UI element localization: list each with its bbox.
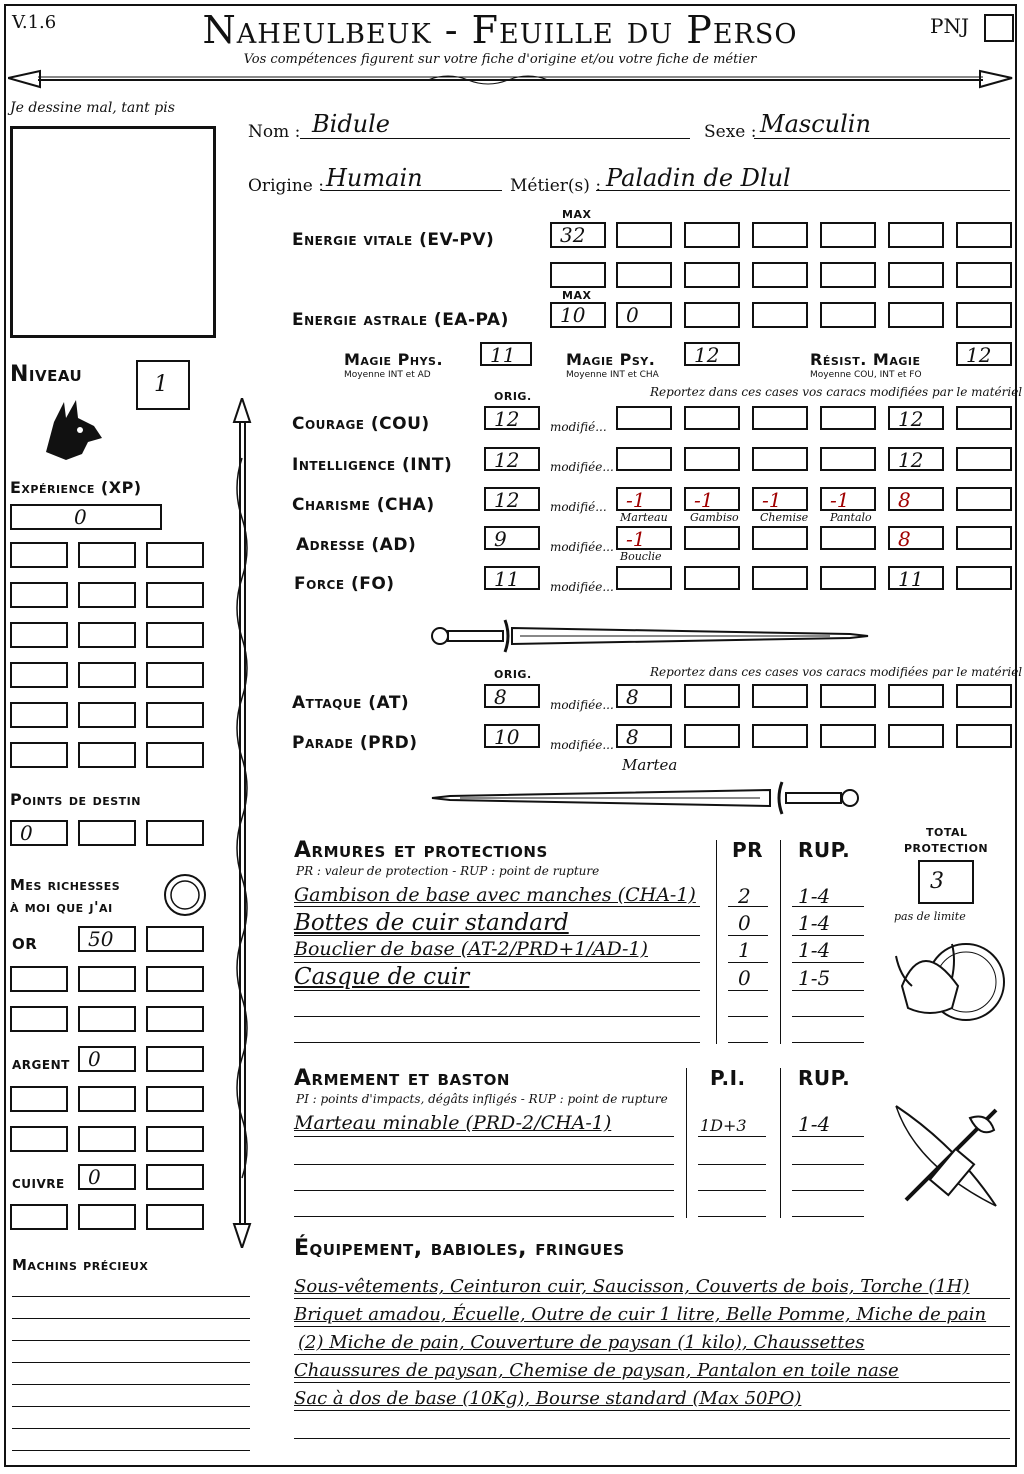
parade-note: Martea — [622, 756, 678, 774]
stat-mod-box[interactable] — [820, 406, 876, 430]
or-label: OR — [12, 935, 38, 953]
xp-box[interactable] — [146, 702, 204, 728]
armor-item-pr[interactable]: 2 — [738, 884, 751, 908]
or-box[interactable] — [146, 966, 204, 992]
ea-label: Energie astrale (EA-PA) — [292, 310, 509, 330]
stat-mod-box[interactable] — [956, 406, 1012, 430]
stat-label: Intelligence (INT) — [292, 455, 453, 475]
ev-max-label: MAX — [562, 208, 592, 221]
row-line — [294, 1410, 1010, 1411]
coin-icon — [162, 872, 208, 918]
row-line — [728, 935, 768, 936]
pnj-label: PNJ — [930, 14, 969, 38]
xp-box[interactable] — [78, 582, 136, 608]
weapon-item-pi[interactable]: 1D+3 — [700, 1116, 747, 1135]
spear-divider-icon — [8, 68, 1013, 92]
ev-box[interactable] — [752, 222, 808, 248]
magie-phys-box[interactable]: 11 — [480, 342, 532, 366]
ea-box[interactable] — [888, 302, 944, 328]
richesses-label: Mes richesses — [10, 876, 121, 894]
metier-value[interactable]: Paladin de Dlul — [606, 164, 791, 192]
page-title: Naheulbeuk - Feuille du Perso — [202, 8, 798, 52]
attaque-mod-box[interactable] — [956, 684, 1012, 708]
portrait-caption: Je dessine mal, tant pis — [10, 100, 175, 116]
stat-mod-box[interactable]: -1 — [684, 487, 740, 511]
row-line — [728, 1016, 768, 1017]
ev-box[interactable] — [616, 262, 672, 288]
combat-orig-label: ORIG. — [494, 668, 532, 681]
magie-psy-sub: Moyenne INT et CHA — [566, 370, 659, 380]
portrait-box[interactable] — [10, 126, 216, 338]
destin-label: Points de destin — [10, 790, 141, 809]
cha-note: Marteau — [620, 511, 668, 524]
stat-label: Adresse (AD) — [296, 535, 417, 555]
precieux-line[interactable] — [12, 1450, 250, 1451]
stat-mod-box[interactable]: 12 — [888, 406, 944, 430]
row-line — [728, 990, 768, 991]
row-line — [792, 1164, 864, 1165]
stat-mod-box[interactable]: -1 — [616, 526, 672, 550]
xp-box[interactable] — [10, 622, 68, 648]
magie-phys-label: Magie Phys. — [344, 350, 444, 369]
argent-box[interactable] — [78, 1086, 136, 1112]
or-box[interactable]: 50 — [78, 926, 136, 952]
xp-box[interactable] — [10, 742, 68, 768]
cuivre-box[interactable] — [10, 1204, 68, 1230]
origine-value[interactable]: Humain — [326, 164, 423, 192]
sword-icon — [430, 616, 870, 656]
ev-label: Energie vitale (EV-PV) — [292, 230, 495, 250]
attaque-mod-box[interactable] — [820, 684, 876, 708]
argent-label: ARGENT — [12, 1058, 70, 1072]
xp-box[interactable] — [146, 582, 204, 608]
parade-mod-box[interactable]: 8 — [616, 724, 672, 748]
dragon-head-icon — [36, 392, 106, 464]
cha-note: Gambiso — [690, 511, 739, 524]
xp-box[interactable] — [146, 662, 204, 688]
xp-box[interactable] — [78, 622, 136, 648]
precieux-line[interactable] — [12, 1296, 250, 1297]
precieux-line[interactable] — [12, 1318, 250, 1319]
parade-mod-box[interactable] — [820, 724, 876, 748]
ea-box[interactable] — [820, 302, 876, 328]
ev-box[interactable] — [820, 222, 876, 248]
ev-box[interactable] — [550, 262, 606, 288]
parade-mod-box[interactable] — [684, 724, 740, 748]
xp-box[interactable] — [146, 622, 204, 648]
precieux-label: Machins précieux — [12, 1256, 149, 1274]
row-line — [792, 1216, 864, 1217]
resist-magie-box[interactable]: 12 — [956, 342, 1012, 366]
row-line — [792, 906, 864, 907]
stat-mod-box[interactable] — [684, 566, 740, 590]
ev-box[interactable] — [820, 262, 876, 288]
resist-magie-label: Résist. Magie — [810, 350, 921, 369]
stat-mod-label: modifiée... — [550, 580, 614, 594]
stats-orig-label: ORIG. — [494, 390, 532, 403]
attaque-mod-box[interactable] — [684, 684, 740, 708]
ev-box[interactable] — [888, 262, 944, 288]
equipment-title: Équipement, babioles, fringues — [294, 1236, 625, 1261]
row-line — [698, 1190, 766, 1191]
crossed-weapons-icon — [886, 1096, 1010, 1220]
sexe-label: Sexe : — [704, 122, 757, 142]
nom-value[interactable]: Bidule — [312, 110, 391, 138]
row-line — [792, 962, 864, 963]
armor-item-pr[interactable]: 0 — [738, 911, 751, 935]
row-line — [698, 1136, 766, 1137]
row-line — [792, 1042, 864, 1043]
stat-mod-label: modifiée... — [550, 460, 614, 474]
equipment-line[interactable]: Chaussures de paysan, Chemise de paysan, Pantalon en toile nase — [294, 1360, 899, 1381]
ea-current-box[interactable]: 0 — [616, 302, 672, 328]
destin-box[interactable]: 0 — [10, 820, 68, 846]
or-box[interactable] — [78, 1006, 136, 1032]
stat-orig-box[interactable]: 12 — [484, 447, 540, 471]
or-box[interactable] — [10, 966, 68, 992]
no-limit-note: pas de limite — [894, 910, 966, 923]
argent-box[interactable]: 0 — [78, 1046, 136, 1072]
row-line — [294, 1298, 1010, 1299]
row-line — [294, 1164, 674, 1165]
equipment-line[interactable]: Sous-vêtements, Ceinturon cuir, Saucisson, Couverts de bois, Torche (1H) — [294, 1276, 970, 1297]
sword-icon — [430, 778, 870, 818]
xp-box[interactable] — [78, 662, 136, 688]
ev-max-box[interactable]: 32 — [550, 222, 606, 248]
row-line — [294, 935, 700, 936]
attaque-orig-box[interactable]: 8 — [484, 684, 540, 708]
nom-label: Nom : — [248, 122, 301, 142]
row-line — [792, 935, 864, 936]
row-line — [728, 1042, 768, 1043]
cha-note: Chemise — [760, 511, 809, 524]
row-line — [294, 1016, 700, 1017]
argent-box[interactable] — [10, 1086, 68, 1112]
xp-box[interactable] — [10, 582, 68, 608]
ea-max-label: MAX — [562, 289, 592, 302]
ev-box[interactable] — [888, 222, 944, 248]
stat-mod-box[interactable] — [820, 447, 876, 471]
precieux-line[interactable] — [12, 1406, 250, 1407]
cuivre-label: CUIVRE — [12, 1177, 65, 1191]
row-line — [294, 1136, 674, 1137]
equipment-line[interactable]: Briquet amadou, Écuelle, Outre de cuir 1 litre, Belle Pomme, Miche de pain — [294, 1304, 987, 1325]
argent-box[interactable] — [146, 1126, 204, 1152]
stat-mod-box[interactable] — [752, 526, 808, 550]
parade-mod-box[interactable] — [752, 724, 808, 748]
niveau-label: Niveau — [10, 362, 83, 387]
nom-line — [300, 138, 690, 139]
sexe-value[interactable]: Masculin — [760, 110, 871, 138]
stat-mod-label: modifiée... — [550, 540, 614, 554]
weapons-rup-label: RUP. — [798, 1066, 851, 1090]
row-line — [792, 1136, 864, 1137]
or-box[interactable] — [146, 1006, 204, 1032]
weapons-sub: PI : points d'impacts, dégâts infligés - RUP : point de rupture — [296, 1092, 668, 1106]
stat-mod-label: modifié... — [550, 500, 607, 514]
page-subtitle: Vos compétences figurent sur votre fiche d'origine et/ou votre fiche de métier — [243, 52, 757, 67]
ev-box[interactable] — [956, 262, 1012, 288]
weapons-pi-label: P.I. — [710, 1066, 746, 1090]
attaque-mod-box[interactable]: 8 — [616, 684, 672, 708]
stat-mod-box[interactable] — [956, 526, 1012, 550]
combat-report-note: Reportez dans ces cases vos caracs modifiées par le matériel — [650, 665, 1023, 679]
row-line — [294, 962, 700, 963]
destin-box[interactable] — [146, 820, 204, 846]
xp-box[interactable] — [10, 662, 68, 688]
armor-divider — [716, 840, 717, 1044]
stat-mod-box[interactable] — [616, 447, 672, 471]
xp-box[interactable] — [146, 742, 204, 768]
total-label: PROTECTION — [904, 842, 989, 855]
ea-box[interactable] — [956, 302, 1012, 328]
magie-psy-box[interactable]: 12 — [684, 342, 740, 366]
stat-mod-box[interactable]: 12 — [888, 447, 944, 471]
precieux-line[interactable] — [12, 1362, 250, 1363]
row-line — [294, 906, 700, 907]
stat-orig-box[interactable]: 9 — [484, 526, 540, 550]
xp-box[interactable] — [78, 542, 136, 568]
armor-item-name[interactable]: Casque de cuir — [294, 964, 470, 990]
precieux-line[interactable] — [12, 1384, 250, 1385]
destin-box[interactable] — [78, 820, 136, 846]
stat-mod-box[interactable] — [956, 447, 1012, 471]
precieux-line[interactable] — [12, 1340, 250, 1341]
row-line — [294, 1354, 1010, 1355]
armor-item-name[interactable]: Bouclier de base (AT-2/PRD+1/AD-1) — [294, 938, 648, 960]
richesses-label: à moi que j'ai — [10, 898, 113, 916]
ev-box[interactable] — [956, 222, 1012, 248]
armor-item-name[interactable]: Gambison de base avec manches (CHA-1) — [294, 884, 696, 906]
stat-mod-box[interactable] — [752, 406, 808, 430]
attaque-label: Attaque (AT) — [292, 693, 410, 713]
weapon-item-rup[interactable]: 1-4 — [798, 1112, 831, 1136]
row-line — [728, 906, 768, 907]
total-label: TOTAL — [926, 826, 968, 839]
or-box[interactable] — [10, 1006, 68, 1032]
metier-label: Métier(s) : — [510, 176, 602, 196]
parade-mod-label: modifiée... — [550, 738, 614, 752]
ev-box[interactable] — [684, 222, 740, 248]
ea-max-box[interactable]: 10 — [550, 302, 606, 328]
armor-divider — [780, 840, 781, 1044]
armor-item-rup[interactable]: 1-5 — [798, 966, 831, 990]
stat-label: Force (FO) — [294, 574, 395, 594]
weapon-item-name[interactable]: Marteau minable (PRD-2/CHA-1) — [294, 1112, 612, 1134]
row-line — [294, 1042, 700, 1043]
sexe-line — [754, 138, 1010, 139]
total-protection-box[interactable]: 3 — [918, 860, 974, 904]
xp-box[interactable]: 0 — [10, 504, 162, 530]
parade-mod-box[interactable] — [956, 724, 1012, 748]
xp-box[interactable] — [10, 702, 68, 728]
stat-mod-box[interactable] — [616, 566, 672, 590]
parade-label: Parade (PRD) — [292, 733, 418, 753]
stat-mod-box[interactable]: 11 — [888, 566, 944, 590]
equipment-line[interactable]: Sac à dos de base (10Kg), Bourse standard (Max 50PO) — [294, 1388, 802, 1409]
ad-note: Bouclie — [620, 550, 662, 563]
or-box[interactable] — [78, 966, 136, 992]
row-line — [294, 1190, 674, 1191]
precieux-line[interactable] — [12, 1428, 250, 1429]
stat-mod-box[interactable] — [820, 526, 876, 550]
argent-box[interactable] — [10, 1126, 68, 1152]
stat-mod-box[interactable]: 8 — [888, 526, 944, 550]
equipment-line[interactable]: (2) Miche de pain, Couverture de paysan (1 kilo), Chaussettes — [298, 1332, 865, 1353]
stat-mod-label: modifié... — [550, 420, 607, 434]
row-line — [792, 1190, 864, 1191]
armor-item-rup[interactable]: 1-4 — [798, 938, 831, 962]
spear-vertical-icon — [228, 398, 256, 1248]
armor-rup-label: RUP. — [798, 838, 851, 862]
cuivre-box[interactable]: 0 — [78, 1164, 136, 1190]
argent-box[interactable] — [78, 1126, 136, 1152]
xp-box[interactable] — [78, 702, 136, 728]
stat-mod-box[interactable] — [616, 406, 672, 430]
xp-label: Expérience (XP) — [10, 478, 142, 497]
argent-box[interactable] — [146, 1046, 204, 1072]
or-box[interactable] — [146, 926, 204, 952]
armor-sub: PR : valeur de protection - RUP : point de rupture — [296, 864, 600, 878]
parade-orig-box[interactable]: 10 — [484, 724, 540, 748]
xp-box[interactable] — [10, 542, 68, 568]
niveau-box[interactable]: 1 — [136, 360, 190, 410]
stat-mod-box[interactable] — [820, 566, 876, 590]
xp-box[interactable] — [146, 542, 204, 568]
argent-box[interactable] — [146, 1086, 204, 1112]
row-line — [698, 1216, 766, 1217]
cuivre-box[interactable] — [146, 1204, 204, 1230]
stat-label: Courage (COU) — [292, 414, 430, 434]
weapons-title: Armement et baston — [294, 1066, 510, 1091]
attaque-mod-label: modifiée... — [550, 698, 614, 712]
row-line — [792, 990, 864, 991]
armor-item-pr[interactable]: 1 — [738, 938, 751, 962]
stats-report-note: Reportez dans ces cases vos caracs modifiées par le matériel — [650, 385, 1023, 399]
row-line — [792, 1016, 864, 1017]
pnj-checkbox[interactable] — [984, 14, 1014, 42]
stat-mod-box[interactable]: 8 — [888, 487, 944, 511]
stat-mod-box[interactable]: -1 — [820, 487, 876, 511]
armor-pr-label: PR — [732, 838, 764, 862]
resist-magie-sub: Moyenne COU, INT et FO — [810, 370, 922, 380]
weapons-divider — [686, 1068, 687, 1218]
cuivre-box[interactable] — [146, 1164, 204, 1190]
ea-box[interactable] — [752, 302, 808, 328]
ev-box[interactable] — [616, 222, 672, 248]
armor-item-rup[interactable]: 1-4 — [798, 911, 831, 935]
armor-item-rup[interactable]: 1-4 — [798, 884, 831, 908]
armor-item-name[interactable]: Bottes de cuir standard — [294, 910, 569, 936]
xp-box[interactable] — [78, 742, 136, 768]
ea-box[interactable] — [684, 302, 740, 328]
weapons-divider — [780, 1068, 781, 1218]
stat-orig-box[interactable]: 11 — [484, 566, 540, 590]
stat-mod-box[interactable] — [684, 447, 740, 471]
stat-mod-box[interactable] — [684, 406, 740, 430]
attaque-mod-box[interactable] — [888, 684, 944, 708]
stat-mod-box[interactable] — [752, 566, 808, 590]
stat-mod-box[interactable] — [752, 447, 808, 471]
ev-box[interactable] — [752, 262, 808, 288]
armor-title: Armures et protections — [294, 838, 548, 863]
magie-phys-sub: Moyenne INT et AD — [344, 370, 431, 380]
row-line — [294, 1382, 1010, 1383]
cha-note: Pantalo — [830, 511, 872, 524]
stat-orig-box[interactable]: 12 — [484, 406, 540, 430]
row-line — [294, 1438, 1010, 1439]
armor-item-pr[interactable]: 0 — [738, 966, 751, 990]
parade-mod-box[interactable] — [888, 724, 944, 748]
stat-mod-box[interactable] — [956, 487, 1012, 511]
row-line — [294, 990, 700, 991]
ev-box[interactable] — [684, 262, 740, 288]
row-line — [294, 1216, 674, 1217]
magie-psy-label: Magie Psy. — [566, 350, 656, 369]
row-line — [728, 962, 768, 963]
stat-mod-box[interactable] — [956, 566, 1012, 590]
stat-orig-box[interactable]: 12 — [484, 487, 540, 511]
row-line — [294, 1326, 1010, 1327]
helmet-shield-icon — [888, 926, 1008, 1036]
attaque-mod-box[interactable] — [752, 684, 808, 708]
version-label: V.1.6 — [12, 12, 57, 33]
stat-mod-box[interactable] — [684, 526, 740, 550]
stat-mod-box[interactable]: -1 — [752, 487, 808, 511]
stat-mod-box[interactable]: -1 — [616, 487, 672, 511]
row-line — [698, 1164, 766, 1165]
stat-label: Charisme (CHA) — [292, 495, 435, 515]
cuivre-box[interactable] — [78, 1204, 136, 1230]
origine-label: Origine : — [248, 176, 324, 196]
